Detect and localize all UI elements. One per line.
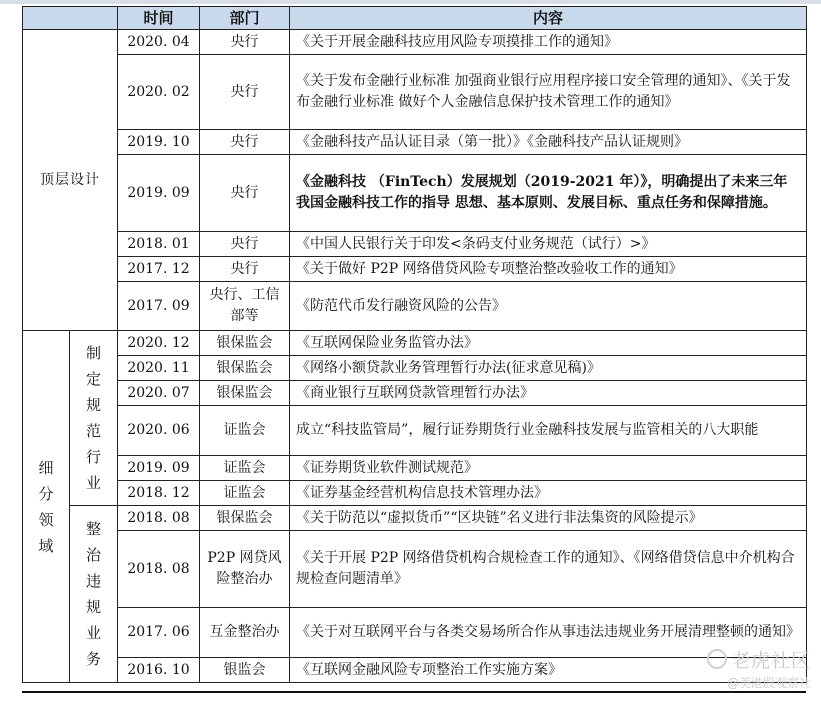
category-top: 顶层设计 [23, 30, 118, 331]
row-date: 2019. 09 [118, 155, 200, 232]
table-row [23, 456, 807, 481]
row-date: 2020. 11 [118, 356, 200, 381]
row-date: 2017. 09 [118, 282, 200, 331]
row-dept: 互金整治办 [200, 608, 290, 658]
table-row [23, 55, 807, 130]
row-content: 《关于防范以“虚拟货币”“区块链”名义进行非法集资的风险提示》 [290, 506, 807, 531]
row-content: 《关于对互联网平台与各类交易场所合作从事违法违规业务开展清理整顿的通知》 [290, 608, 807, 658]
row-dept: 央行 [200, 155, 290, 232]
row-date: 2020. 06 [118, 406, 200, 456]
table-row [23, 481, 807, 506]
row-dept: 央行 [200, 232, 290, 257]
table-row [23, 356, 807, 381]
table-row [23, 282, 807, 331]
row-content: 《互联网保险业务监管办法》 [290, 331, 807, 356]
row-dept: 银监会 [200, 658, 290, 683]
policy-table [22, 6, 807, 683]
row-dept: P2P 网贷风险整治办 [200, 531, 290, 608]
table-row [23, 506, 807, 531]
row-dept: 证监会 [200, 456, 290, 481]
table-row [23, 658, 807, 683]
tiger-logo-icon [707, 649, 727, 669]
row-date: 2018. 08 [118, 506, 200, 531]
row-date: 2020. 07 [118, 381, 200, 406]
row-content: 《网络小额贷款业务管理暂行办法(征求意见稿)》 [290, 356, 807, 381]
row-date: 2017. 06 [118, 608, 200, 658]
table-row [23, 155, 807, 232]
watermark-sub: @美港股观察社 [726, 676, 811, 690]
watermark-text: 老虎社区 [730, 650, 811, 672]
watermark [707, 646, 811, 673]
row-dept: 证监会 [200, 481, 290, 506]
row-date: 2016. 10 [118, 658, 200, 683]
top-rule [0, 0, 821, 4]
table-row [23, 30, 807, 55]
row-date: 2019. 09 [118, 456, 200, 481]
category-sub-b: 整治违规业务 [70, 506, 118, 683]
table-row [23, 257, 807, 282]
row-dept: 银保监会 [200, 356, 290, 381]
row-dept: 银保监会 [200, 331, 290, 356]
row-dept: 央行、工信部等 [200, 282, 290, 331]
row-date: 2018. 01 [118, 232, 200, 257]
row-date: 2018. 08 [118, 531, 200, 608]
row-date: 2020. 02 [118, 55, 200, 130]
table-row [23, 531, 807, 608]
row-content: 《防范代币发行融资风险的公告》 [290, 282, 807, 331]
row-content: 《关于做好 P2P 网络借贷风险专项整治整改验收工作的通知》 [290, 257, 807, 282]
bottom-rule [22, 691, 806, 693]
row-content: 《关于开展 P2P 网络借贷机构合规检查工作的通知》、《网络借贷信息中介机构合规检查问题清单》 [290, 531, 807, 608]
row-dept: 央行 [200, 30, 290, 55]
row-dept: 证监会 [200, 406, 290, 456]
row-content: 《金融科技 （FinTech）发展规划（2019-2021 年）》，明确提出了未来三年我国金融科技工作的指导 思想、基本原则、发展目标、重点任务和保障措施。 [290, 155, 807, 232]
row-date: 2020. 04 [118, 30, 200, 55]
header-content: 内容 [290, 7, 807, 30]
row-dept: 银保监会 [200, 381, 290, 406]
row-date: 2018. 12 [118, 481, 200, 506]
category-sub: 细分领域 [23, 331, 70, 683]
table-header-row [23, 7, 807, 30]
table-row [23, 406, 807, 456]
row-content: 《中国人民银行关于印发<条码支付业务规范（试行）>》 [290, 232, 807, 257]
table-row [23, 130, 807, 155]
row-content: 《关于发布金融行业标准 加强商业银行应用程序接口安全管理的通知》、《关于发布金融行业标准 做好个人金融信息保护技术管理工作的通知》 [290, 55, 807, 130]
header-category [23, 7, 118, 30]
category-sub-a: 制定规范行业 [70, 331, 118, 506]
header-time: 时间 [118, 7, 200, 30]
row-dept: 银保监会 [200, 506, 290, 531]
row-content: 《商业银行互联网贷款管理暂行办法》 [290, 381, 807, 406]
row-content: 《互联网金融风险专项整治工作实施方案》 [290, 658, 807, 683]
row-content: 成立“科技监管局”，履行证券期货行业金融科技发展与监管相关的八大职能 [290, 406, 807, 456]
row-dept: 央行 [200, 257, 290, 282]
row-dept: 央行 [200, 55, 290, 130]
table-row [23, 608, 807, 658]
row-content: 《证券期货业软件测试规范》 [290, 456, 807, 481]
row-dept: 央行 [200, 130, 290, 155]
table-row [23, 232, 807, 257]
header-dept: 部门 [200, 7, 290, 30]
row-content: 《证券基金经营机构信息技术管理办法》 [290, 481, 807, 506]
row-date: 2019. 10 [118, 130, 200, 155]
row-date: 2020. 12 [118, 331, 200, 356]
table-row [23, 381, 807, 406]
row-content: 《金融科技产品认证目录（第一批）》《金融科技产品认证规则》 [290, 130, 807, 155]
row-content: 《关于开展金融科技应用风险专项摸排工作的通知》 [290, 30, 807, 55]
row-date: 2017. 12 [118, 257, 200, 282]
table-row [23, 331, 807, 356]
